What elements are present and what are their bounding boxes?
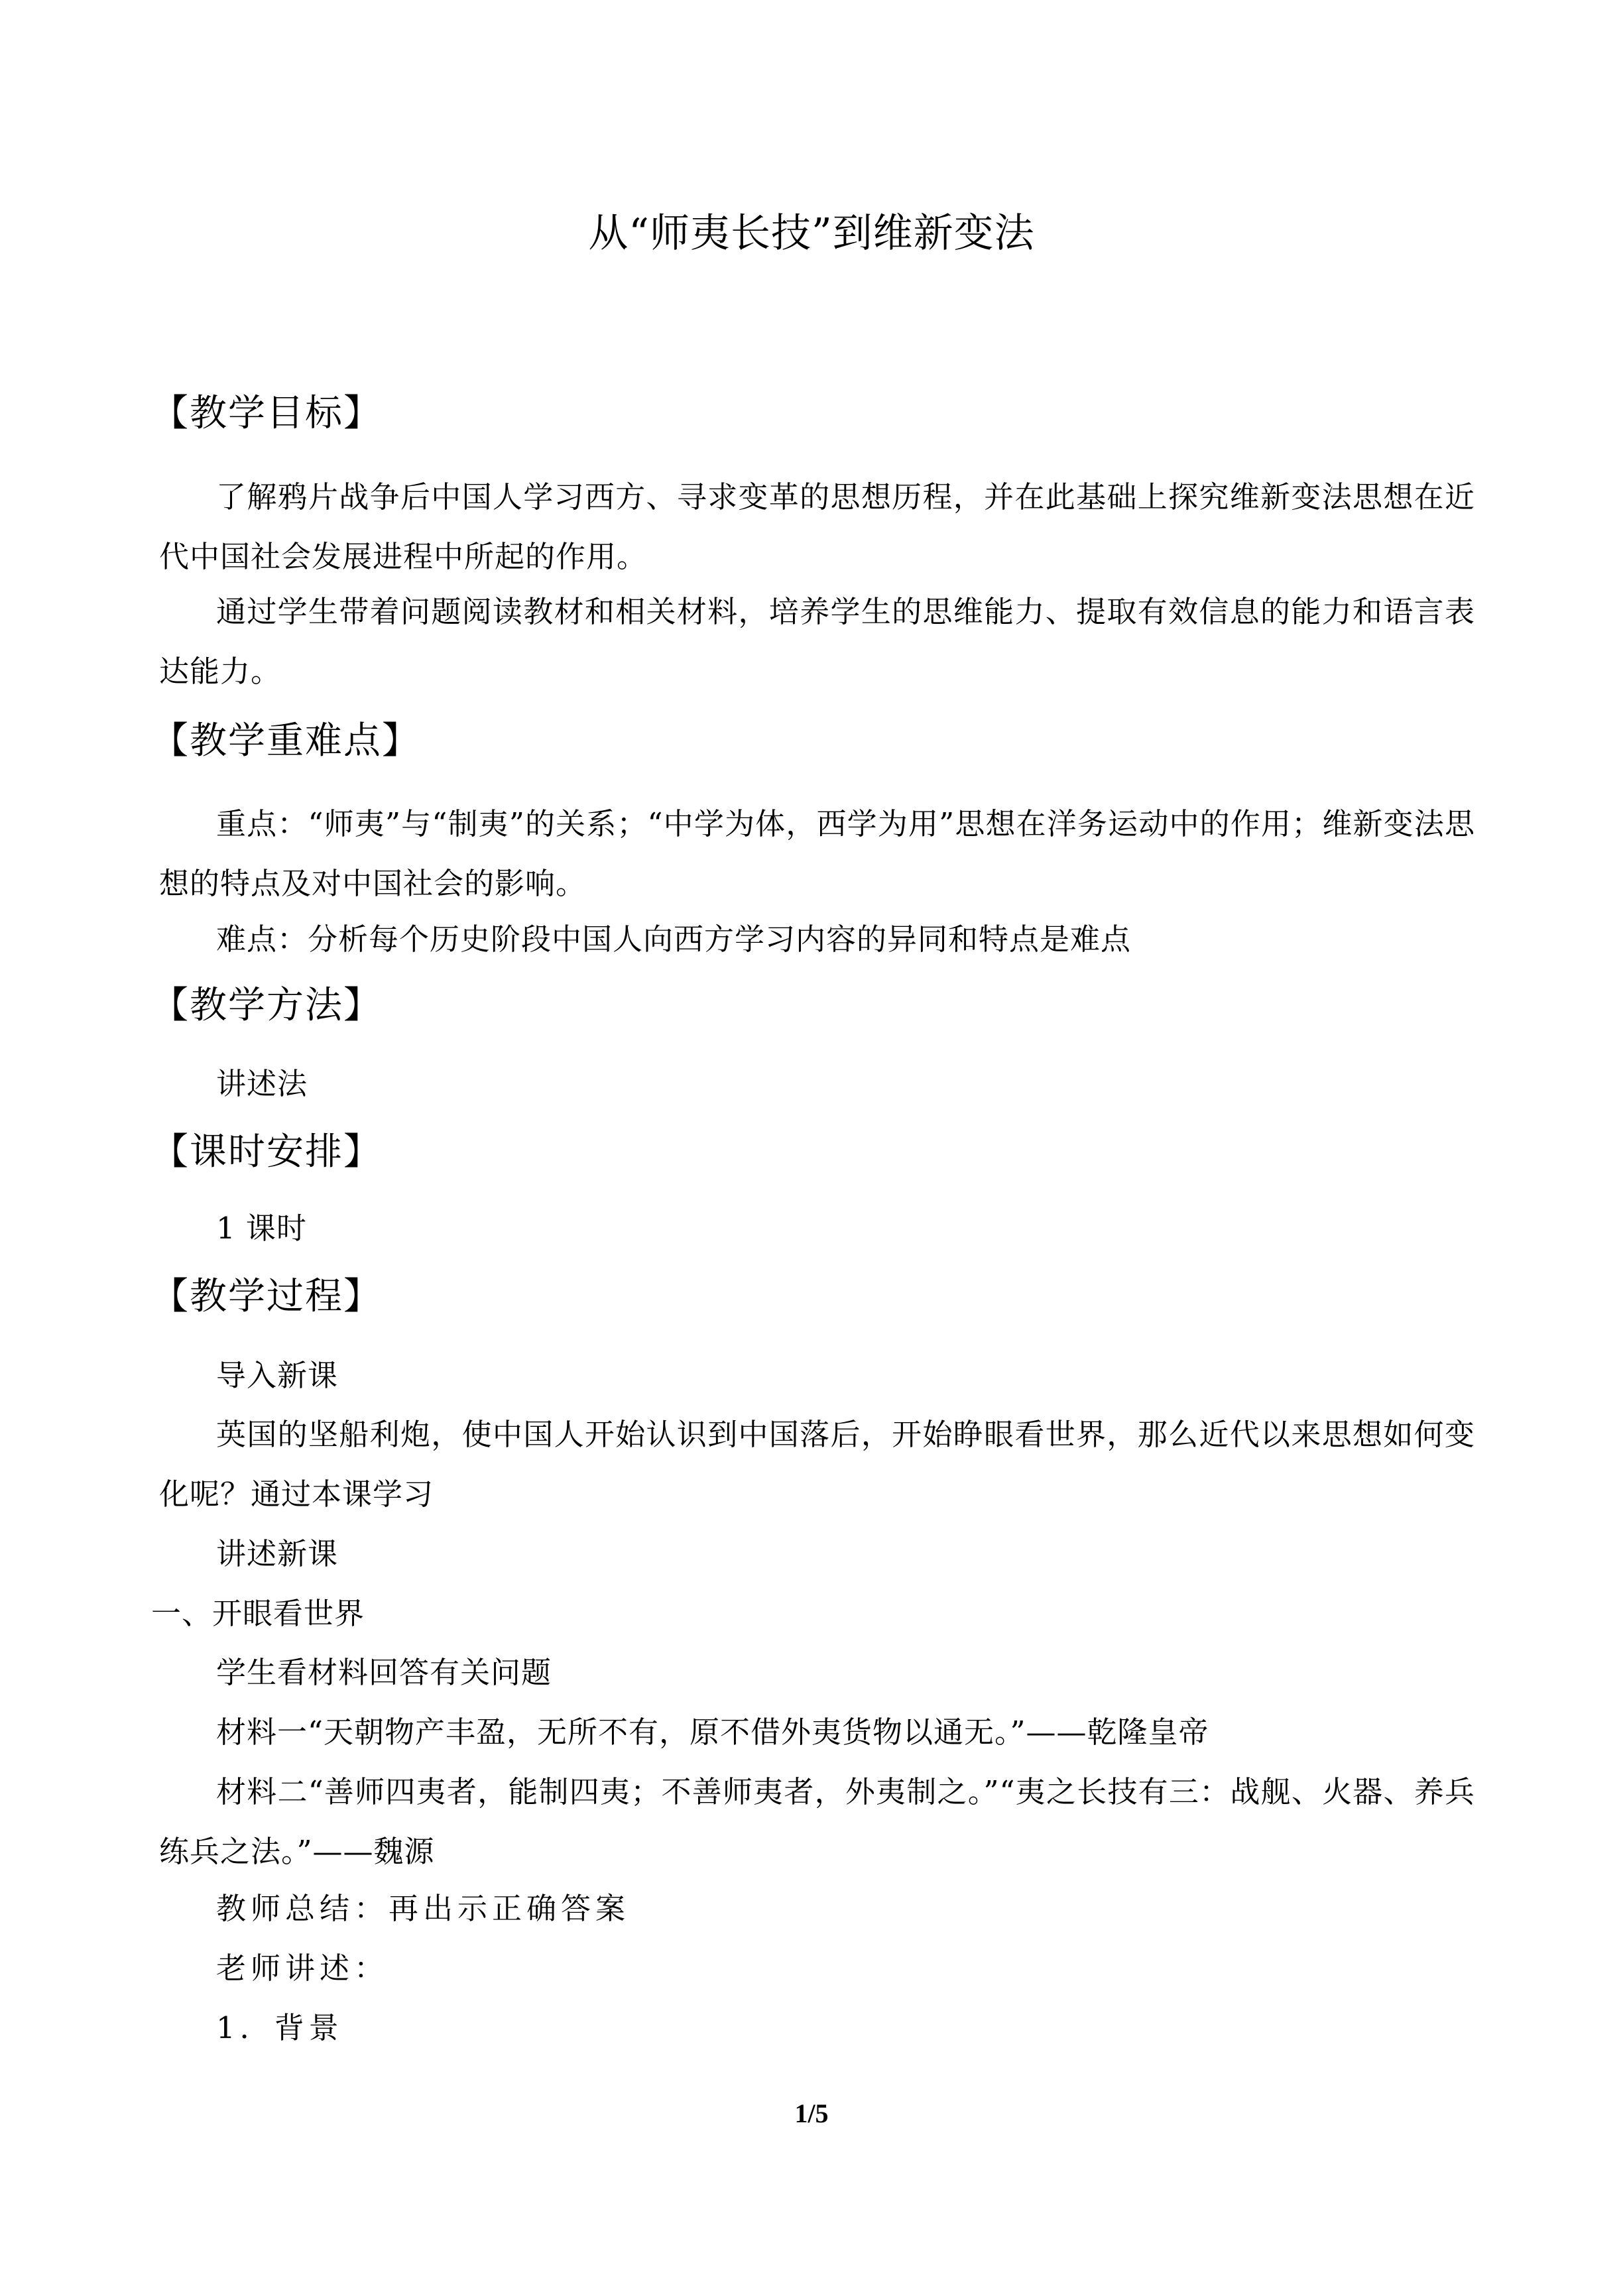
teacher-summary: 教师总结：再出示正确答案 [216,1891,631,1926]
material-2: 材料二“善师四夷者，能制四夷；不善师夷者，外夷制之。”“夷之长技有三：战舰、火器、养兵练兵之法。”——魏源 [159,1774,1475,1869]
key-points-paragraph: 重点：“师夷”与“制夷”的关系；“中学为体，西学为用”思想在洋务运动中的作用；维新变法思想的特点及对中国社会的影响。 [159,806,1475,901]
part1-title: 一、开眼看世界 [151,1596,365,1631]
task-text: 学生看材料回答有关问题 [216,1655,552,1690]
section-heading-objectives: 【教学目标】 [151,392,382,435]
methods-text: 讲述法 [216,1066,308,1101]
section-heading-schedule: 【课时安排】 [151,1130,382,1174]
new-lesson-label: 讲述新课 [216,1536,339,1571]
document-title: 从“师夷长技”到维新变法 [588,210,1035,257]
intro-paragraph: 英国的坚船利炮，使中国人开始认识到中国落后，开始睁眼看世界，那么近代以来思想如何变化呢？通过本课学习 [159,1417,1475,1512]
intro-label: 导入新课 [216,1358,339,1393]
section-heading-methods: 【教学方法】 [151,984,382,1027]
teacher-narration: 老师讲述： [216,1951,389,1986]
section-heading-process: 【教学过程】 [151,1275,382,1318]
section-heading-key-points: 【教学重难点】 [151,719,420,762]
page-number: 1/5 [794,2098,829,2128]
difficulty-paragraph: 难点：分析每个历史阶段中国人向西方学习内容的异同和特点是难点 [216,922,1132,957]
objectives-paragraph-2: 通过学生带着问题阅读教材和相关材料，培养学生的思维能力、提取有效信息的能力和语言表达能力。 [159,594,1475,689]
schedule-text: 1 课时 [216,1211,307,1246]
material-1: 材料一“天朝物产丰盈，无所不有，原不借外夷货物以通无。”——乾隆皇帝 [216,1715,1209,1750]
objectives-paragraph-1: 了解鸦片战争后中国人学习西方、寻求变革的思想历程，并在此基础上探究维新变法思想在近代中国社会发展进程中所起的作用。 [159,479,1475,574]
item-1-background: 1．背景 [216,2010,343,2045]
